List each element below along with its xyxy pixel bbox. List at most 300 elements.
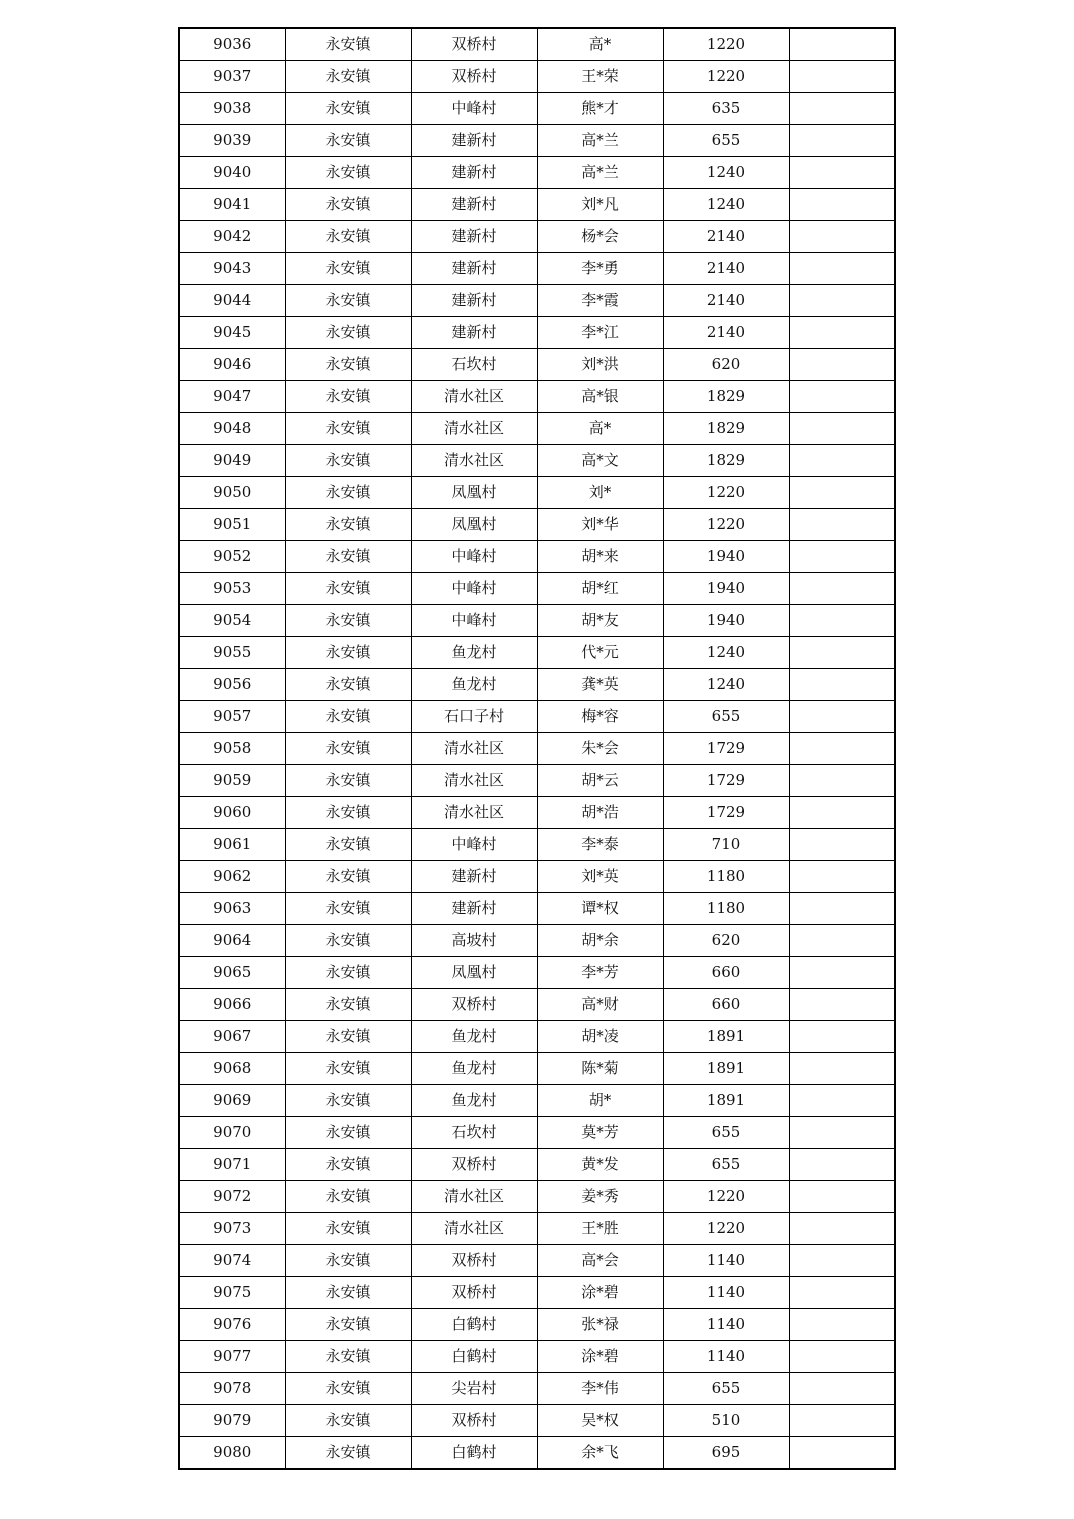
name-cell: 高*财 bbox=[537, 989, 663, 1021]
name-cell: 龚*英 bbox=[537, 669, 663, 701]
village-cell: 建新村 bbox=[411, 125, 537, 157]
remark-cell bbox=[789, 1341, 895, 1373]
name-cell: 杨*会 bbox=[537, 221, 663, 253]
amount-cell: 1220 bbox=[663, 509, 789, 541]
row-number-cell: 9070 bbox=[179, 1117, 285, 1149]
table-row bbox=[179, 829, 895, 861]
town-cell: 永安镇 bbox=[285, 157, 411, 189]
table-row bbox=[179, 413, 895, 445]
name-cell: 胡*友 bbox=[537, 605, 663, 637]
amount-cell: 1220 bbox=[663, 477, 789, 509]
village-cell: 清水社区 bbox=[411, 1213, 537, 1245]
amount-cell: 1220 bbox=[663, 61, 789, 93]
amount-cell: 1940 bbox=[663, 541, 789, 573]
amount-cell: 635 bbox=[663, 93, 789, 125]
town-cell: 永安镇 bbox=[285, 1181, 411, 1213]
village-cell: 建新村 bbox=[411, 285, 537, 317]
name-cell: 高*文 bbox=[537, 445, 663, 477]
town-cell: 永安镇 bbox=[285, 989, 411, 1021]
town-cell: 永安镇 bbox=[285, 829, 411, 861]
remark-cell bbox=[789, 1021, 895, 1053]
table-row bbox=[179, 1053, 895, 1085]
name-cell: 涂*碧 bbox=[537, 1341, 663, 1373]
row-number-cell: 9059 bbox=[179, 765, 285, 797]
table-row bbox=[179, 253, 895, 285]
remark-cell bbox=[789, 1213, 895, 1245]
name-cell: 熊*才 bbox=[537, 93, 663, 125]
amount-cell: 2140 bbox=[663, 285, 789, 317]
remark-cell bbox=[789, 93, 895, 125]
amount-cell: 660 bbox=[663, 957, 789, 989]
name-cell: 梅*容 bbox=[537, 701, 663, 733]
table-row bbox=[179, 1341, 895, 1373]
remark-cell bbox=[789, 541, 895, 573]
table-row bbox=[179, 1437, 895, 1470]
table-row bbox=[179, 1277, 895, 1309]
table-row bbox=[179, 1213, 895, 1245]
row-number-cell: 9056 bbox=[179, 669, 285, 701]
village-cell: 鱼龙村 bbox=[411, 1085, 537, 1117]
row-number-cell: 9078 bbox=[179, 1373, 285, 1405]
row-number-cell: 9048 bbox=[179, 413, 285, 445]
row-number-cell: 9077 bbox=[179, 1341, 285, 1373]
village-cell: 中峰村 bbox=[411, 93, 537, 125]
name-cell: 李*泰 bbox=[537, 829, 663, 861]
village-cell: 双桥村 bbox=[411, 1405, 537, 1437]
town-cell: 永安镇 bbox=[285, 669, 411, 701]
name-cell: 胡*余 bbox=[537, 925, 663, 957]
remark-cell bbox=[789, 893, 895, 925]
town-cell: 永安镇 bbox=[285, 701, 411, 733]
village-cell: 鱼龙村 bbox=[411, 1053, 537, 1085]
village-cell: 清水社区 bbox=[411, 797, 537, 829]
town-cell: 永安镇 bbox=[285, 637, 411, 669]
village-cell: 建新村 bbox=[411, 861, 537, 893]
town-cell: 永安镇 bbox=[285, 317, 411, 349]
remark-cell bbox=[789, 957, 895, 989]
amount-cell: 1891 bbox=[663, 1053, 789, 1085]
amount-cell: 1940 bbox=[663, 605, 789, 637]
remark-cell bbox=[789, 861, 895, 893]
village-cell: 清水社区 bbox=[411, 1181, 537, 1213]
amount-cell: 1220 bbox=[663, 1181, 789, 1213]
row-number-cell: 9062 bbox=[179, 861, 285, 893]
row-number-cell: 9055 bbox=[179, 637, 285, 669]
name-cell: 李*霞 bbox=[537, 285, 663, 317]
remark-cell bbox=[789, 669, 895, 701]
amount-cell: 1140 bbox=[663, 1245, 789, 1277]
name-cell: 高* bbox=[537, 413, 663, 445]
village-cell: 尖岩村 bbox=[411, 1373, 537, 1405]
table-row bbox=[179, 445, 895, 477]
village-cell: 建新村 bbox=[411, 189, 537, 221]
town-cell: 永安镇 bbox=[285, 1149, 411, 1181]
amount-cell: 710 bbox=[663, 829, 789, 861]
table-row bbox=[179, 189, 895, 221]
row-number-cell: 9038 bbox=[179, 93, 285, 125]
village-cell: 凤凰村 bbox=[411, 957, 537, 989]
row-number-cell: 9053 bbox=[179, 573, 285, 605]
name-cell: 李*江 bbox=[537, 317, 663, 349]
remark-cell bbox=[789, 925, 895, 957]
row-number-cell: 9067 bbox=[179, 1021, 285, 1053]
town-cell: 永安镇 bbox=[285, 893, 411, 925]
table-row bbox=[179, 317, 895, 349]
village-cell: 鱼龙村 bbox=[411, 669, 537, 701]
table-row bbox=[179, 669, 895, 701]
row-number-cell: 9045 bbox=[179, 317, 285, 349]
name-cell: 李*芳 bbox=[537, 957, 663, 989]
row-number-cell: 9064 bbox=[179, 925, 285, 957]
town-cell: 永安镇 bbox=[285, 957, 411, 989]
town-cell: 永安镇 bbox=[285, 1437, 411, 1470]
name-cell: 代*元 bbox=[537, 637, 663, 669]
name-cell: 李*勇 bbox=[537, 253, 663, 285]
village-cell: 凤凰村 bbox=[411, 509, 537, 541]
table-row bbox=[179, 157, 895, 189]
remark-cell bbox=[789, 1245, 895, 1277]
remark-cell bbox=[789, 1085, 895, 1117]
town-cell: 永安镇 bbox=[285, 28, 411, 61]
town-cell: 永安镇 bbox=[285, 1213, 411, 1245]
name-cell: 黄*发 bbox=[537, 1149, 663, 1181]
amount-cell: 1891 bbox=[663, 1021, 789, 1053]
row-number-cell: 9075 bbox=[179, 1277, 285, 1309]
row-number-cell: 9080 bbox=[179, 1437, 285, 1470]
name-cell: 高*会 bbox=[537, 1245, 663, 1277]
remark-cell bbox=[789, 285, 895, 317]
remark-cell bbox=[789, 1373, 895, 1405]
remark-cell bbox=[789, 765, 895, 797]
village-cell: 双桥村 bbox=[411, 1245, 537, 1277]
name-cell: 莫*芳 bbox=[537, 1117, 663, 1149]
remark-cell bbox=[789, 637, 895, 669]
name-cell: 胡*凌 bbox=[537, 1021, 663, 1053]
table-row bbox=[179, 509, 895, 541]
data-table-wrapper bbox=[178, 27, 896, 1470]
name-cell: 谭*权 bbox=[537, 893, 663, 925]
table-row bbox=[179, 381, 895, 413]
town-cell: 永安镇 bbox=[285, 125, 411, 157]
village-cell: 中峰村 bbox=[411, 573, 537, 605]
amount-cell: 655 bbox=[663, 701, 789, 733]
name-cell: 王*荣 bbox=[537, 61, 663, 93]
village-cell: 双桥村 bbox=[411, 1277, 537, 1309]
village-cell: 建新村 bbox=[411, 221, 537, 253]
town-cell: 永安镇 bbox=[285, 477, 411, 509]
village-cell: 清水社区 bbox=[411, 413, 537, 445]
remark-cell bbox=[789, 1181, 895, 1213]
village-cell: 鱼龙村 bbox=[411, 1021, 537, 1053]
row-number-cell: 9074 bbox=[179, 1245, 285, 1277]
village-cell: 清水社区 bbox=[411, 445, 537, 477]
table-row bbox=[179, 637, 895, 669]
amount-cell: 1240 bbox=[663, 669, 789, 701]
remark-cell bbox=[789, 605, 895, 637]
table-row bbox=[179, 125, 895, 157]
name-cell: 涂*碧 bbox=[537, 1277, 663, 1309]
town-cell: 永安镇 bbox=[285, 1309, 411, 1341]
name-cell: 刘*凡 bbox=[537, 189, 663, 221]
row-number-cell: 9057 bbox=[179, 701, 285, 733]
village-cell: 石口子村 bbox=[411, 701, 537, 733]
village-cell: 石坎村 bbox=[411, 349, 537, 381]
remark-cell bbox=[789, 1437, 895, 1470]
table-row bbox=[179, 861, 895, 893]
village-cell: 清水社区 bbox=[411, 381, 537, 413]
town-cell: 永安镇 bbox=[285, 189, 411, 221]
name-cell: 胡*来 bbox=[537, 541, 663, 573]
row-number-cell: 9061 bbox=[179, 829, 285, 861]
village-cell: 双桥村 bbox=[411, 1149, 537, 1181]
town-cell: 永安镇 bbox=[285, 925, 411, 957]
table-row bbox=[179, 477, 895, 509]
table-row bbox=[179, 925, 895, 957]
name-cell: 刘* bbox=[537, 477, 663, 509]
village-cell: 双桥村 bbox=[411, 989, 537, 1021]
village-cell: 凤凰村 bbox=[411, 477, 537, 509]
remark-cell bbox=[789, 28, 895, 61]
remark-cell bbox=[789, 733, 895, 765]
town-cell: 永安镇 bbox=[285, 733, 411, 765]
table-row bbox=[179, 957, 895, 989]
name-cell: 张*禄 bbox=[537, 1309, 663, 1341]
row-number-cell: 9042 bbox=[179, 221, 285, 253]
town-cell: 永安镇 bbox=[285, 605, 411, 637]
table-row bbox=[179, 1117, 895, 1149]
name-cell: 高*兰 bbox=[537, 157, 663, 189]
table-row bbox=[179, 1021, 895, 1053]
name-cell: 高*银 bbox=[537, 381, 663, 413]
town-cell: 永安镇 bbox=[285, 1373, 411, 1405]
data-table bbox=[178, 27, 896, 1470]
row-number-cell: 9058 bbox=[179, 733, 285, 765]
table-row bbox=[179, 28, 895, 61]
remark-cell bbox=[789, 125, 895, 157]
village-cell: 中峰村 bbox=[411, 605, 537, 637]
town-cell: 永安镇 bbox=[285, 253, 411, 285]
table-row bbox=[179, 1373, 895, 1405]
village-cell: 石坎村 bbox=[411, 1117, 537, 1149]
row-number-cell: 9046 bbox=[179, 349, 285, 381]
row-number-cell: 9071 bbox=[179, 1149, 285, 1181]
amount-cell: 1240 bbox=[663, 189, 789, 221]
table-row bbox=[179, 61, 895, 93]
name-cell: 王*胜 bbox=[537, 1213, 663, 1245]
table-row bbox=[179, 1405, 895, 1437]
remark-cell bbox=[789, 61, 895, 93]
remark-cell bbox=[789, 221, 895, 253]
town-cell: 永安镇 bbox=[285, 1117, 411, 1149]
name-cell: 高*兰 bbox=[537, 125, 663, 157]
village-cell: 清水社区 bbox=[411, 733, 537, 765]
remark-cell bbox=[789, 989, 895, 1021]
amount-cell: 1940 bbox=[663, 573, 789, 605]
table-row bbox=[179, 1309, 895, 1341]
table-row bbox=[179, 1149, 895, 1181]
remark-cell bbox=[789, 1149, 895, 1181]
name-cell: 姜*秀 bbox=[537, 1181, 663, 1213]
table-row bbox=[179, 573, 895, 605]
row-number-cell: 9060 bbox=[179, 797, 285, 829]
amount-cell: 655 bbox=[663, 1373, 789, 1405]
town-cell: 永安镇 bbox=[285, 381, 411, 413]
town-cell: 永安镇 bbox=[285, 861, 411, 893]
table-row bbox=[179, 1245, 895, 1277]
town-cell: 永安镇 bbox=[285, 413, 411, 445]
town-cell: 永安镇 bbox=[285, 509, 411, 541]
village-cell: 建新村 bbox=[411, 253, 537, 285]
town-cell: 永安镇 bbox=[285, 573, 411, 605]
town-cell: 永安镇 bbox=[285, 541, 411, 573]
name-cell: 刘*华 bbox=[537, 509, 663, 541]
table-row bbox=[179, 701, 895, 733]
remark-cell bbox=[789, 1277, 895, 1309]
remark-cell bbox=[789, 381, 895, 413]
name-cell: 高* bbox=[537, 28, 663, 61]
remark-cell bbox=[789, 317, 895, 349]
village-cell: 白鹤村 bbox=[411, 1437, 537, 1470]
amount-cell: 655 bbox=[663, 1117, 789, 1149]
amount-cell: 2140 bbox=[663, 317, 789, 349]
amount-cell: 1140 bbox=[663, 1341, 789, 1373]
row-number-cell: 9047 bbox=[179, 381, 285, 413]
table-row bbox=[179, 733, 895, 765]
row-number-cell: 9063 bbox=[179, 893, 285, 925]
row-number-cell: 9039 bbox=[179, 125, 285, 157]
town-cell: 永安镇 bbox=[285, 285, 411, 317]
town-cell: 永安镇 bbox=[285, 349, 411, 381]
row-number-cell: 9065 bbox=[179, 957, 285, 989]
table-row bbox=[179, 221, 895, 253]
amount-cell: 1140 bbox=[663, 1277, 789, 1309]
table-row bbox=[179, 1085, 895, 1117]
town-cell: 永安镇 bbox=[285, 221, 411, 253]
village-cell: 白鹤村 bbox=[411, 1341, 537, 1373]
name-cell: 陈*菊 bbox=[537, 1053, 663, 1085]
village-cell: 建新村 bbox=[411, 157, 537, 189]
remark-cell bbox=[789, 157, 895, 189]
amount-cell: 1240 bbox=[663, 637, 789, 669]
town-cell: 永安镇 bbox=[285, 445, 411, 477]
amount-cell: 620 bbox=[663, 349, 789, 381]
town-cell: 永安镇 bbox=[285, 765, 411, 797]
amount-cell: 695 bbox=[663, 1437, 789, 1470]
amount-cell: 1220 bbox=[663, 1213, 789, 1245]
village-cell: 双桥村 bbox=[411, 61, 537, 93]
amount-cell: 1729 bbox=[663, 797, 789, 829]
remark-cell bbox=[789, 573, 895, 605]
village-cell: 中峰村 bbox=[411, 829, 537, 861]
table-row bbox=[179, 349, 895, 381]
row-number-cell: 9052 bbox=[179, 541, 285, 573]
row-number-cell: 9068 bbox=[179, 1053, 285, 1085]
village-cell: 清水社区 bbox=[411, 765, 537, 797]
row-number-cell: 9037 bbox=[179, 61, 285, 93]
row-number-cell: 9050 bbox=[179, 477, 285, 509]
remark-cell bbox=[789, 1309, 895, 1341]
amount-cell: 655 bbox=[663, 125, 789, 157]
village-cell: 中峰村 bbox=[411, 541, 537, 573]
name-cell: 李*伟 bbox=[537, 1373, 663, 1405]
remark-cell bbox=[789, 477, 895, 509]
remark-cell bbox=[789, 445, 895, 477]
table-row bbox=[179, 285, 895, 317]
row-number-cell: 9076 bbox=[179, 1309, 285, 1341]
table-row bbox=[179, 989, 895, 1021]
remark-cell bbox=[789, 1405, 895, 1437]
remark-cell bbox=[789, 413, 895, 445]
town-cell: 永安镇 bbox=[285, 1021, 411, 1053]
amount-cell: 1729 bbox=[663, 765, 789, 797]
amount-cell: 660 bbox=[663, 989, 789, 1021]
table-row bbox=[179, 541, 895, 573]
row-number-cell: 9073 bbox=[179, 1213, 285, 1245]
row-number-cell: 9051 bbox=[179, 509, 285, 541]
remark-cell bbox=[789, 797, 895, 829]
row-number-cell: 9036 bbox=[179, 28, 285, 61]
town-cell: 永安镇 bbox=[285, 93, 411, 125]
amount-cell: 2140 bbox=[663, 253, 789, 285]
remark-cell bbox=[789, 701, 895, 733]
amount-cell: 1240 bbox=[663, 157, 789, 189]
row-number-cell: 9066 bbox=[179, 989, 285, 1021]
amount-cell: 1180 bbox=[663, 893, 789, 925]
amount-cell: 655 bbox=[663, 1149, 789, 1181]
village-cell: 建新村 bbox=[411, 893, 537, 925]
row-number-cell: 9079 bbox=[179, 1405, 285, 1437]
amount-cell: 1829 bbox=[663, 445, 789, 477]
name-cell: 胡*红 bbox=[537, 573, 663, 605]
name-cell: 胡* bbox=[537, 1085, 663, 1117]
amount-cell: 1729 bbox=[663, 733, 789, 765]
remark-cell bbox=[789, 1053, 895, 1085]
town-cell: 永安镇 bbox=[285, 1085, 411, 1117]
table-row bbox=[179, 797, 895, 829]
amount-cell: 620 bbox=[663, 925, 789, 957]
row-number-cell: 9040 bbox=[179, 157, 285, 189]
table-row bbox=[179, 765, 895, 797]
town-cell: 永安镇 bbox=[285, 61, 411, 93]
amount-cell: 1220 bbox=[663, 28, 789, 61]
row-number-cell: 9072 bbox=[179, 1181, 285, 1213]
amount-cell: 1140 bbox=[663, 1309, 789, 1341]
remark-cell bbox=[789, 253, 895, 285]
village-cell: 双桥村 bbox=[411, 28, 537, 61]
remark-cell bbox=[789, 349, 895, 381]
name-cell: 胡*云 bbox=[537, 765, 663, 797]
table-row bbox=[179, 893, 895, 925]
town-cell: 永安镇 bbox=[285, 1053, 411, 1085]
row-number-cell: 9044 bbox=[179, 285, 285, 317]
remark-cell bbox=[789, 829, 895, 861]
village-cell: 建新村 bbox=[411, 317, 537, 349]
name-cell: 吴*权 bbox=[537, 1405, 663, 1437]
row-number-cell: 9043 bbox=[179, 253, 285, 285]
amount-cell: 1829 bbox=[663, 413, 789, 445]
remark-cell bbox=[789, 509, 895, 541]
remark-cell bbox=[789, 1117, 895, 1149]
village-cell: 白鹤村 bbox=[411, 1309, 537, 1341]
amount-cell: 1180 bbox=[663, 861, 789, 893]
name-cell: 刘*英 bbox=[537, 861, 663, 893]
name-cell: 刘*洪 bbox=[537, 349, 663, 381]
town-cell: 永安镇 bbox=[285, 1341, 411, 1373]
village-cell: 高坡村 bbox=[411, 925, 537, 957]
name-cell: 朱*会 bbox=[537, 733, 663, 765]
amount-cell: 510 bbox=[663, 1405, 789, 1437]
row-number-cell: 9054 bbox=[179, 605, 285, 637]
